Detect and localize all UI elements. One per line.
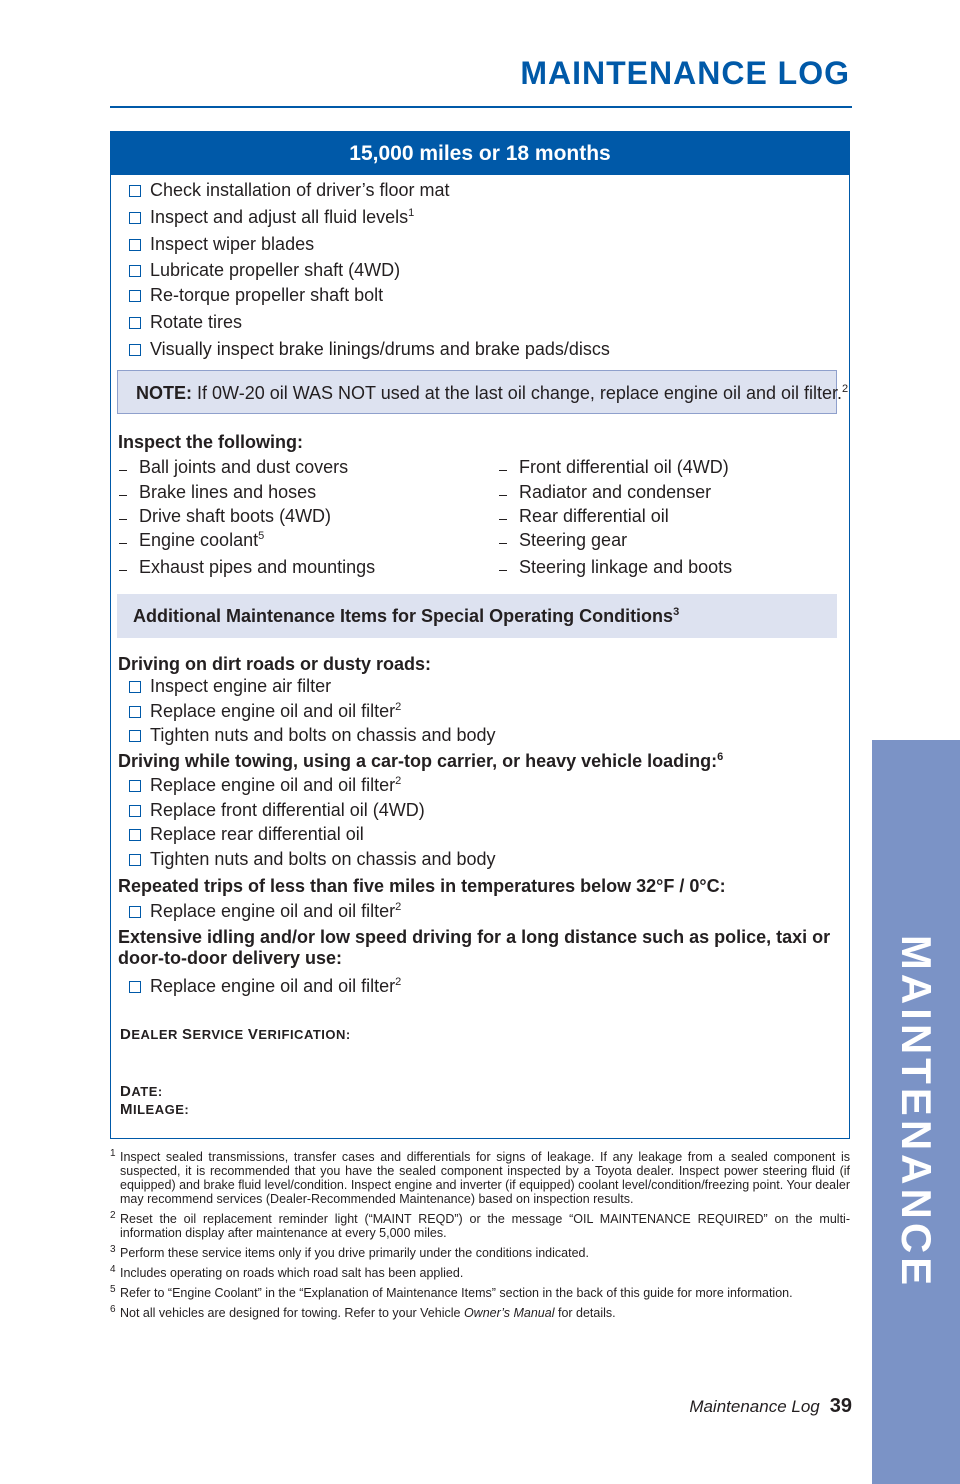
checkbox-icon[interactable] bbox=[129, 212, 141, 224]
checkbox-icon[interactable] bbox=[129, 730, 141, 742]
checkbox-icon[interactable] bbox=[129, 344, 141, 356]
check-item: Inspect wiper blades bbox=[129, 233, 314, 255]
check-item: Check installation of driver’s floor mat bbox=[129, 179, 449, 201]
maintenance-box bbox=[110, 131, 850, 1139]
checkbox-icon[interactable] bbox=[129, 681, 141, 693]
check-item: Replace engine oil and oil filter$^2$ bbox=[129, 774, 401, 796]
inspect-item: Brake lines and hoses bbox=[119, 482, 316, 503]
inspect-item: Ball joints and dust covers bbox=[119, 457, 348, 478]
checkbox-icon[interactable] bbox=[129, 185, 141, 197]
note-band: NOTE: If 0W-20 oil WAS NOT used at the last oil change, replace engine oil and oil filter.$^2$ bbox=[117, 370, 837, 414]
inspect-item: Rear differential oil bbox=[499, 506, 669, 527]
footnote: 1 Inspect sealed transmissions, transfer cases and differentials for signs of leakage. If any leakage from a sealed component is suspected, it is recommended that you have the sealed component inspected by a Toyota dealer. Inspect power steering fluid (if equipped) and brake fluid level/condition. Inspect engine and inverter (if equipped) coolant level/condition/freezing point. Your dealer may recommend services (Dealer-Recommended Maintenance) based on inspection results. bbox=[110, 1148, 850, 1206]
check-item: Rotate tires bbox=[129, 311, 242, 333]
checkbox-icon[interactable] bbox=[129, 906, 141, 918]
check-item: Inspect engine air filter bbox=[129, 675, 331, 697]
footer-label: Maintenance Log bbox=[689, 1397, 820, 1416]
check-item: Tighten nuts and bolts on chassis and body bbox=[129, 724, 496, 746]
check-item: Replace rear differential oil bbox=[129, 823, 364, 845]
checkbox-icon[interactable] bbox=[129, 317, 141, 329]
inspect-item: Radiator and condenser bbox=[499, 482, 711, 503]
check-item: Re-torque propeller shaft bolt bbox=[129, 284, 383, 306]
condition-heading: Driving while towing, using a car-top carrier, or heavy vehicle loading:$^6$ bbox=[118, 751, 724, 771]
checkbox-icon[interactable] bbox=[129, 290, 141, 302]
inspect-item: Drive shaft boots (4WD) bbox=[119, 506, 331, 527]
footnote: 5 Refer to “Engine Coolant” in the “Explanation of Maintenance Items” section in the back of this guide for more information. bbox=[110, 1284, 793, 1300]
check-item: Replace engine oil and oil filter$^2$ bbox=[129, 900, 401, 922]
condition-heading-line2: door-to-door delivery use: bbox=[118, 948, 343, 968]
box-header: 15,000 miles or 18 months bbox=[111, 132, 849, 175]
page-title: MAINTENANCE LOG bbox=[520, 55, 850, 91]
additional-band: Additional Maintenance Items for Special Operating Conditions$^3$ bbox=[117, 594, 837, 638]
footnote: 4 Includes operating on roads which road salt has been applied. bbox=[110, 1264, 464, 1280]
inspect-item: Front differential oil (4WD) bbox=[499, 457, 729, 478]
inspect-item: Steering gear bbox=[499, 530, 627, 551]
dealer-service-verification: DEALER SERVICE VERIFICATION: bbox=[120, 1026, 351, 1043]
condition-heading: Repeated trips of less than five miles in temperatures below 32°F / 0°C: bbox=[118, 876, 726, 896]
page-footer bbox=[689, 1395, 852, 1418]
check-item: Tighten nuts and bolts on chassis and body bbox=[129, 848, 496, 870]
inspect-item: Steering linkage and boots bbox=[499, 557, 732, 578]
checkbox-icon[interactable] bbox=[129, 829, 141, 841]
inspect-item: Exhaust pipes and mountings bbox=[119, 557, 375, 578]
title-rule bbox=[110, 106, 852, 108]
check-item: Replace engine oil and oil filter$^2$ bbox=[129, 700, 401, 722]
footnotes bbox=[110, 1150, 850, 1326]
check-item: Replace front differential oil (4WD) bbox=[129, 799, 425, 821]
checkbox-icon[interactable] bbox=[129, 981, 141, 993]
side-tab-label: MAINTENANCE bbox=[893, 934, 940, 1290]
inspect-heading: Inspect the following: bbox=[118, 432, 303, 452]
page-number: 39 bbox=[829, 1395, 852, 1417]
mileage-field[interactable]: MILEAGE: bbox=[120, 1101, 190, 1118]
checkbox-icon[interactable] bbox=[129, 805, 141, 817]
check-item: Replace engine oil and oil filter$^2$ bbox=[129, 975, 401, 997]
check-item: Inspect and adjust all fluid levels$^1$ bbox=[129, 206, 414, 228]
check-item: Lubricate propeller shaft (4WD) bbox=[129, 259, 400, 281]
checkbox-icon[interactable] bbox=[129, 854, 141, 866]
footnote: 2 Reset the oil replacement reminder light (“MAINT REQD”) or the message “OIL MAINTENANCE REQUIRED” on the multi-information display after maintenance at every 5,000 miles. bbox=[110, 1210, 850, 1240]
checkbox-icon[interactable] bbox=[129, 706, 141, 718]
checkbox-icon[interactable] bbox=[129, 780, 141, 792]
check-item: Visually inspect brake linings/drums and brake pads/discs bbox=[129, 338, 610, 360]
footnote: 6 Not all vehicles are designed for towing. Refer to your Vehicle Owner’s Manual for details. bbox=[110, 1304, 616, 1320]
checkbox-icon[interactable] bbox=[129, 239, 141, 251]
condition-heading: Extensive idling and/or low speed driving for a long distance such as police, taxi or bbox=[118, 927, 831, 947]
date-field[interactable]: DATE: bbox=[120, 1083, 163, 1100]
footnote: 3 Perform these service items only if you drive primarily under the conditions indicated. bbox=[110, 1244, 589, 1260]
condition-heading: Driving on dirt roads or dusty roads: bbox=[118, 654, 432, 674]
side-tab bbox=[872, 740, 960, 1484]
inspect-item: Engine coolant$^5$ bbox=[119, 530, 264, 551]
checkbox-icon[interactable] bbox=[129, 265, 141, 277]
